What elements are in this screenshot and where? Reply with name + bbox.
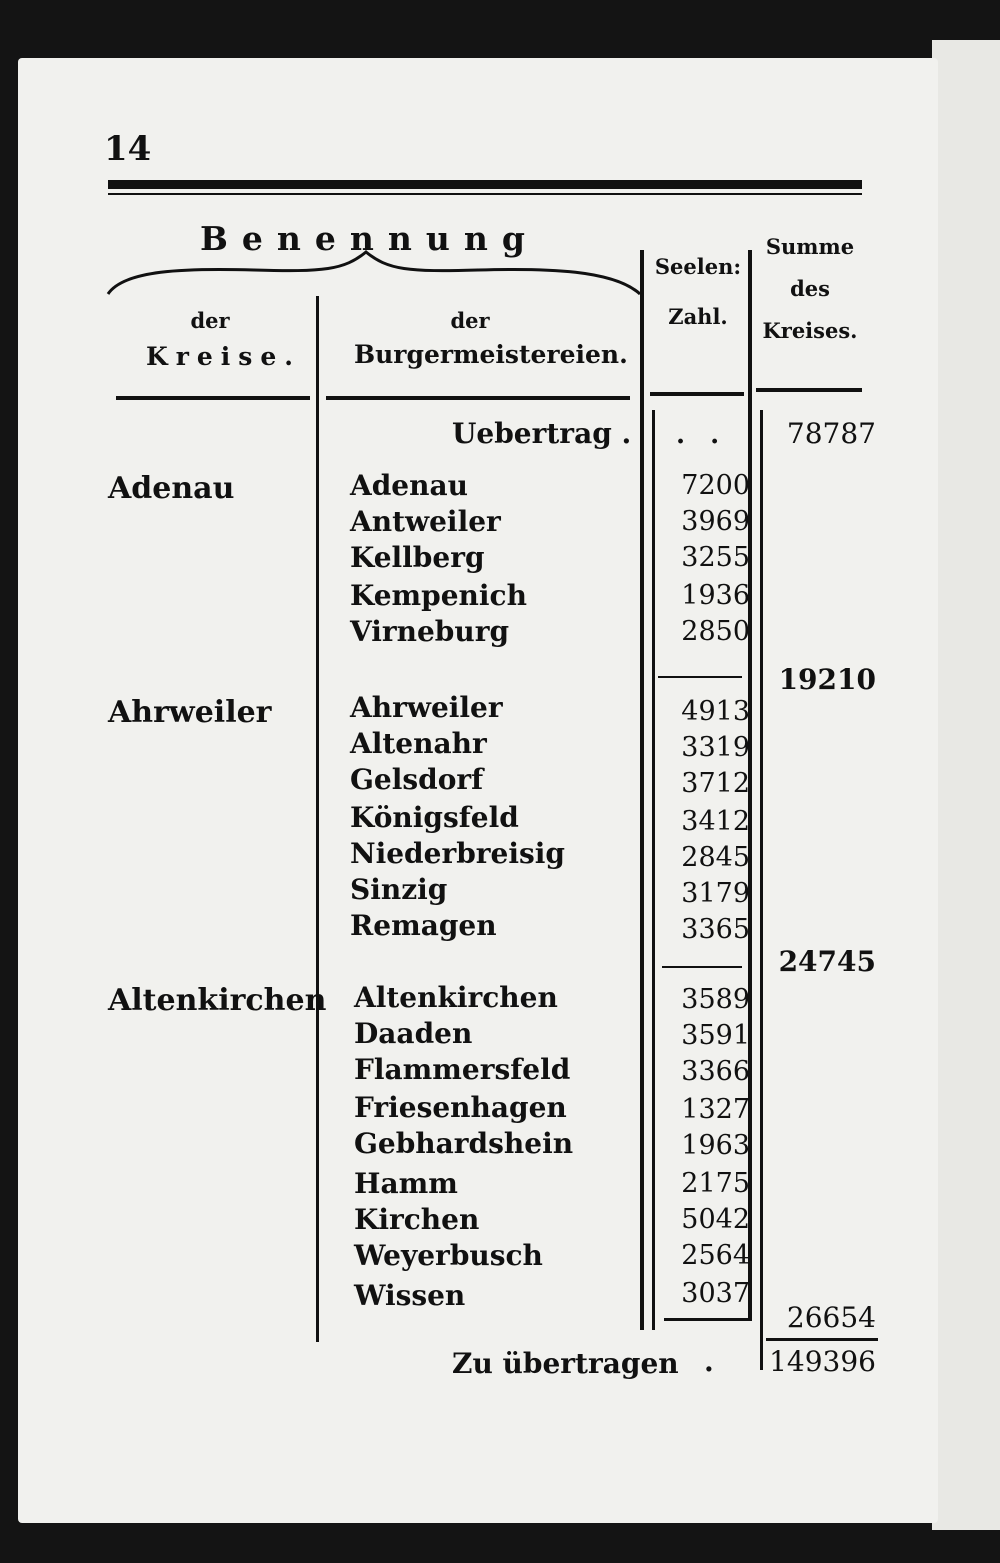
zahl-cell: 3037 bbox=[681, 1278, 750, 1309]
zahl-cell: 3712 bbox=[681, 768, 750, 799]
header-summe-top: Summe bbox=[765, 234, 855, 259]
zahl-cell: 2845 bbox=[681, 842, 750, 873]
burg-row: Ahrweiler bbox=[350, 691, 503, 724]
burg-row: Altenahr bbox=[350, 727, 487, 760]
zahl-cell: 1327 bbox=[681, 1094, 750, 1125]
zahl-cell: 3319 bbox=[681, 732, 750, 763]
burg-row: Gelsdorf bbox=[350, 763, 484, 796]
footer-label: Zu übertragen bbox=[452, 1347, 679, 1380]
burg-row: Adenau bbox=[350, 469, 468, 502]
burg-row: Wissen bbox=[354, 1279, 466, 1312]
zahl-cell: 3365 bbox=[681, 914, 750, 945]
burg-row: Antweiler bbox=[350, 505, 501, 538]
top-rule bbox=[108, 180, 862, 189]
header-der-burg-bottom: Burgermeistereien. bbox=[354, 340, 628, 369]
kreis-name-altenkirchen: Altenkirchen bbox=[108, 983, 327, 1018]
zahl-cell: 4913 bbox=[681, 696, 750, 727]
zahl-cell: 2564 bbox=[681, 1240, 750, 1271]
burg-row: Friesenhagen bbox=[354, 1091, 567, 1124]
header-rule-summe bbox=[756, 388, 862, 392]
burg-row: Weyerbusch bbox=[354, 1239, 543, 1272]
subtotal-rule bbox=[662, 966, 742, 968]
kreis-name-adenau: Adenau bbox=[108, 471, 235, 506]
header-der-kreise-bottom: Kreise. bbox=[146, 342, 301, 371]
total-rule bbox=[766, 1338, 878, 1341]
kreis-sum-ahrweiler: 24745 bbox=[778, 945, 876, 978]
header-rule-zahl bbox=[650, 392, 744, 396]
header-brace bbox=[104, 248, 644, 298]
zahl-cell: 3591 bbox=[681, 1020, 750, 1051]
header-seelen-bottom: Zahl. bbox=[668, 304, 728, 329]
burg-row: Kempenich bbox=[350, 579, 527, 612]
uebertrag-label: Uebertrag . bbox=[452, 417, 632, 450]
burg-row: Niederbreisig bbox=[350, 837, 565, 870]
burg-row: Königsfeld bbox=[350, 801, 519, 834]
uebertrag-sum: 78787 bbox=[786, 417, 876, 450]
page-number: 14 bbox=[104, 129, 152, 169]
zahl-cell: 1936 bbox=[681, 580, 750, 611]
facing-page-edge bbox=[932, 40, 1000, 1530]
burg-row: Gebhardshein bbox=[354, 1127, 574, 1160]
header-summe-mid: des bbox=[790, 276, 830, 301]
header-rule-kreise bbox=[116, 396, 310, 400]
kreis-sum-adenau: 19210 bbox=[778, 663, 876, 696]
zahl-cell: 2850 bbox=[681, 616, 750, 647]
burg-row: Daaden bbox=[354, 1017, 473, 1050]
kreis-name-ahrweiler: Ahrweiler bbox=[108, 695, 272, 730]
kreis-sum-altenkirchen: 26654 bbox=[786, 1301, 876, 1334]
burg-row: Hamm bbox=[354, 1167, 458, 1200]
zahl-cell: 7200 bbox=[681, 470, 750, 501]
header-benennung: Benennung bbox=[200, 219, 539, 258]
burg-row: Kellberg bbox=[350, 541, 485, 574]
header-seelen-top: Seelen: bbox=[654, 254, 742, 279]
zahl-cell: 3589 bbox=[681, 984, 750, 1015]
zahl-cell: 3255 bbox=[681, 542, 750, 573]
uebertrag-dots: . . bbox=[676, 420, 728, 450]
subtotal-rule bbox=[658, 676, 742, 678]
top-rule-thin bbox=[108, 193, 862, 195]
zahl-cell: 5042 bbox=[681, 1204, 750, 1235]
burg-row: Flammersfeld bbox=[354, 1053, 571, 1086]
header-summe-bottom: Kreises. bbox=[762, 318, 858, 343]
zahl-cell: 3969 bbox=[681, 506, 750, 537]
burg-row: Virneburg bbox=[350, 615, 510, 648]
header-rule-burg bbox=[326, 396, 630, 400]
col-rule-2 bbox=[640, 250, 644, 1330]
zahl-cell: 3179 bbox=[681, 878, 750, 909]
zahl-cell: 1963 bbox=[681, 1130, 750, 1161]
burg-row: Kirchen bbox=[354, 1203, 480, 1236]
zahl-cell: 2175 bbox=[681, 1168, 750, 1199]
footer-total: 149396 bbox=[769, 1345, 876, 1378]
burg-row: Sinzig bbox=[350, 873, 448, 906]
col-rule-3 bbox=[652, 410, 655, 1330]
header-der-burg-top: der bbox=[450, 308, 490, 333]
col-rule-1 bbox=[316, 296, 319, 1342]
zahl-cell: 3366 bbox=[681, 1056, 750, 1087]
footer-dot: . bbox=[704, 1345, 714, 1378]
col-rule-5 bbox=[760, 410, 763, 1370]
subtotal-rule bbox=[664, 1318, 752, 1321]
burg-row: Altenkirchen bbox=[354, 981, 558, 1014]
header-der-kreise-top: der bbox=[190, 308, 230, 333]
zahl-cell: 3412 bbox=[681, 806, 750, 837]
burg-row: Remagen bbox=[350, 909, 497, 942]
